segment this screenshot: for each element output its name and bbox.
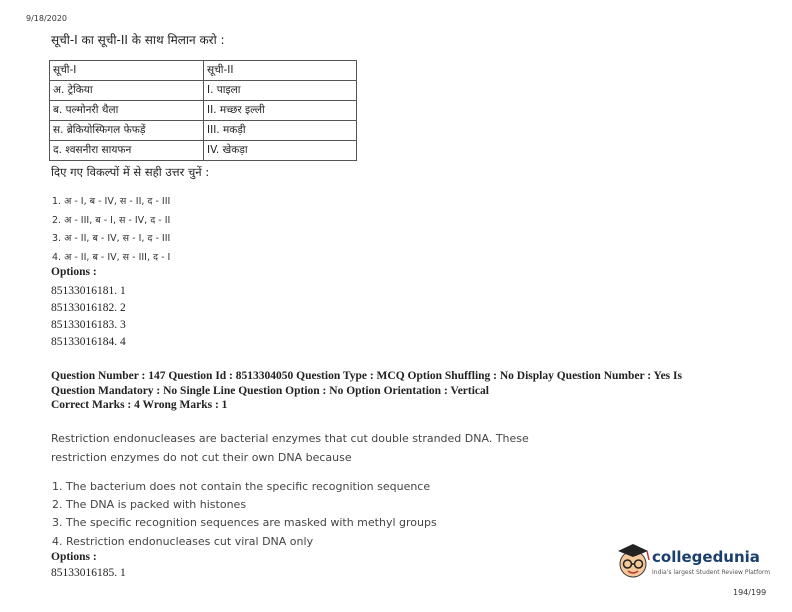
- table-cell: अ. ट्रेकिया: [50, 81, 204, 101]
- list-item: 85133016181. 1: [51, 285, 126, 297]
- options-label: Options :: [51, 266, 97, 278]
- match-instruction: सूची-I का सूची-II के साथ मिलान करो :: [51, 33, 225, 47]
- question-text-line: Restriction endonucleases are bacterial enzymes that cut double stranded DNA. These: [51, 432, 529, 445]
- question-header: [51, 369, 751, 413]
- english-option-list: [52, 478, 437, 551]
- list-item: 4. अ - II, ब - IV, स - III, द - I: [52, 251, 171, 263]
- table-cell: II. मच्छर इल्ली: [204, 101, 357, 121]
- table-row: [50, 141, 357, 161]
- list-item: 2. The DNA is packed with histones: [52, 498, 247, 512]
- hindi-option-list: [52, 193, 170, 267]
- marks-line: Correct Marks : 4 Wrong Marks : 1: [51, 399, 228, 411]
- brand-logo-text: collegedunia: [652, 548, 760, 566]
- list-item: 85133016182. 2: [51, 302, 126, 314]
- choose-instruction: दिए गए विकल्पों में से सही उत्तर चुनें :: [51, 165, 210, 179]
- options-label: Options :: [51, 551, 97, 563]
- table-cell: III. मकड़ी: [204, 121, 357, 141]
- match-table: [49, 60, 357, 161]
- question-text: [51, 430, 529, 467]
- page-number: 194/199: [733, 588, 767, 597]
- table-cell: सूची-I: [50, 61, 204, 81]
- brand-tagline: India's largest Student Review Platform: [652, 569, 771, 576]
- list-item: 85133016185. 1: [51, 567, 126, 579]
- question-meta-line: Question Mandatory : No Single Line Question Option : No Option Orientation : Vertical: [51, 384, 489, 397]
- list-item: 1. The bacterium does not contain the specific recognition sequence: [52, 480, 431, 493]
- graduate-mascot-icon: [614, 540, 652, 580]
- list-item: 1. अ - I, ब - IV, स - II, द - III: [52, 196, 171, 207]
- list-item: 3. अ - II, ब - IV, स - I, द - III: [52, 233, 171, 244]
- table-row: [50, 121, 357, 141]
- table-cell: ब. पल्मोनरी थैला: [50, 101, 204, 121]
- table-cell: I. पाइला: [204, 81, 357, 101]
- list-item: 85133016184. 4: [51, 336, 126, 348]
- list-item: 3. The specific recognition sequences are masked with methyl groups: [52, 516, 437, 530]
- table-cell: स. ब्रेकियोस्फिगल फेफड़ें: [50, 121, 204, 141]
- option-id-list: [51, 567, 126, 579]
- question-meta-line: Question Number : 147 Question Id : 8513304050 Question Type : MCQ Option Shuffling : No Display Question Number : Yes Is: [51, 370, 682, 382]
- table-row: [50, 81, 357, 101]
- list-item: 2. अ - III, ब - I, स - IV, द - II: [52, 214, 171, 226]
- question-text-line: restriction enzymes do not cut their own DNA because: [51, 450, 352, 464]
- list-item: 4. Restriction endonucleases cut viral DNA only: [52, 534, 314, 548]
- table-cell: द. श्वसनीरा सायफन: [50, 141, 204, 161]
- table-row: [50, 101, 357, 121]
- list-item: 85133016183. 3: [51, 319, 126, 331]
- table-cell: IV. खेकड़ा: [204, 141, 357, 161]
- table-cell: सूची-II: [204, 61, 357, 81]
- table-row: [50, 61, 357, 81]
- option-id-list: [51, 283, 126, 351]
- print-date: 9/18/2020: [26, 14, 68, 23]
